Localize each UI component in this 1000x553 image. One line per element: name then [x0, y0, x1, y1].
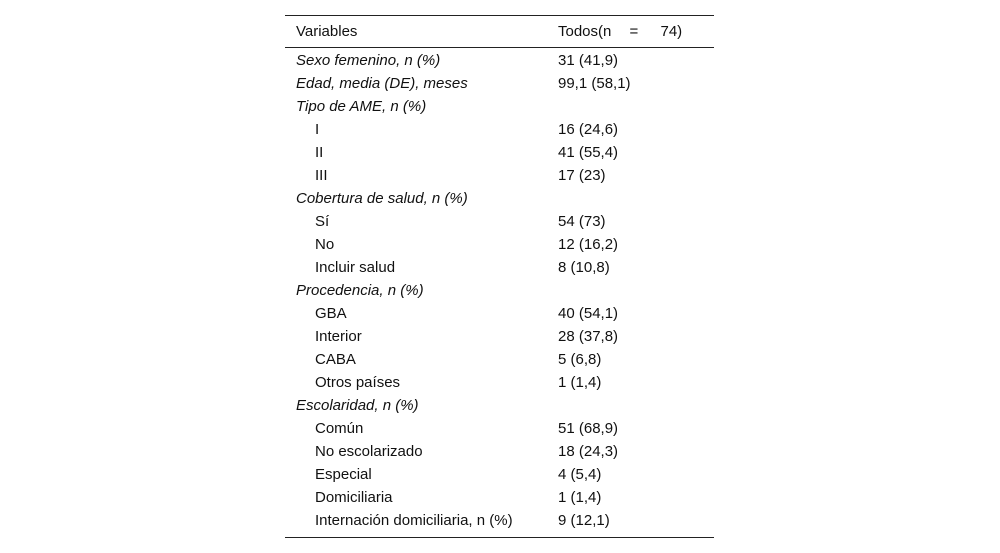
value-cell: 51 (68,9) [558, 420, 619, 437]
category-label: Edad, media (DE), meses [296, 75, 468, 92]
value-cell: 17 (23) [558, 167, 606, 184]
table-row [285, 371, 714, 394]
value-cell: 1 (1,4) [558, 374, 602, 391]
table-row [285, 141, 714, 164]
table-row [285, 440, 714, 463]
subcategory-label: GBA [315, 305, 347, 322]
value-cell: 31 (41,9) [558, 52, 619, 69]
table-row [285, 210, 714, 233]
value-cell: 5 (6,8) [558, 351, 602, 368]
subcategory-label: CABA [315, 351, 356, 368]
table-row [285, 256, 714, 279]
value-cell [558, 279, 714, 302]
subcategory-label: Interior [315, 328, 362, 345]
value-cell: 9 (12,1) [558, 512, 610, 529]
table-body [285, 48, 714, 537]
table-header-row [285, 16, 714, 47]
value-cell: 99,1 (58,1) [558, 75, 631, 92]
category-label: Tipo de AME, n (%) [296, 98, 427, 115]
value-cell: 12 (16,2) [558, 236, 619, 253]
table-row [285, 187, 714, 210]
table-bottom-rule [285, 537, 714, 538]
value-cell: 18 (24,3) [558, 443, 619, 460]
subcategory-label: Sí [315, 213, 330, 230]
header-todos-value: 74) [660, 23, 683, 40]
subcategory-label: Común [315, 420, 364, 437]
value-cell [558, 394, 714, 417]
subcategory-label: Especial [315, 466, 372, 483]
value-cell [558, 187, 714, 210]
value-cell: 16 (24,6) [558, 121, 619, 138]
subcategory-label: No escolarizado [315, 443, 423, 460]
subcategory-label: Incluir salud [315, 259, 396, 276]
value-cell: 8 (10,8) [558, 259, 610, 276]
table-row [285, 49, 714, 72]
category-label: Sexo femenino, n (%) [296, 52, 441, 69]
subcategory-label: III [315, 167, 328, 184]
header-todos-eq: = [629, 23, 639, 40]
value-cell [558, 95, 714, 118]
subcategory-label: Domiciliaria [315, 489, 393, 506]
category-label: Cobertura de salud, n (%) [296, 190, 468, 207]
table-row [285, 417, 714, 440]
table-row [285, 486, 714, 509]
header-todos [558, 16, 714, 47]
table-row [285, 348, 714, 371]
value-cell: 40 (54,1) [558, 305, 619, 322]
table-row [285, 279, 714, 302]
header-variables: Variables [296, 23, 358, 40]
value-cell: 28 (37,8) [558, 328, 619, 345]
value-cell: 4 (5,4) [558, 466, 602, 483]
data-table [285, 15, 714, 538]
value-cell: 54 (73) [558, 213, 606, 230]
subcategory-label: Otros países [315, 374, 401, 391]
header-todos-prefix: Todos(n [558, 23, 612, 40]
table-row [285, 72, 714, 95]
table-row [285, 118, 714, 141]
category-label: Procedencia, n (%) [296, 282, 424, 299]
table-row [285, 463, 714, 486]
subcategory-label: I [315, 121, 320, 138]
table-row [285, 394, 714, 417]
value-cell: 41 (55,4) [558, 144, 619, 161]
category-label: Escolaridad, n (%) [296, 397, 419, 414]
subcategory-label: II [315, 144, 324, 161]
subcategory-label: No [315, 236, 335, 253]
table-row [285, 302, 714, 325]
table-row [285, 233, 714, 256]
table-row [285, 325, 714, 348]
table-row [285, 95, 714, 118]
table-row [285, 509, 714, 532]
value-cell: 1 (1,4) [558, 489, 602, 506]
table-row [285, 164, 714, 187]
subcategory-label: Internación domiciliaria, n (%) [315, 512, 513, 529]
